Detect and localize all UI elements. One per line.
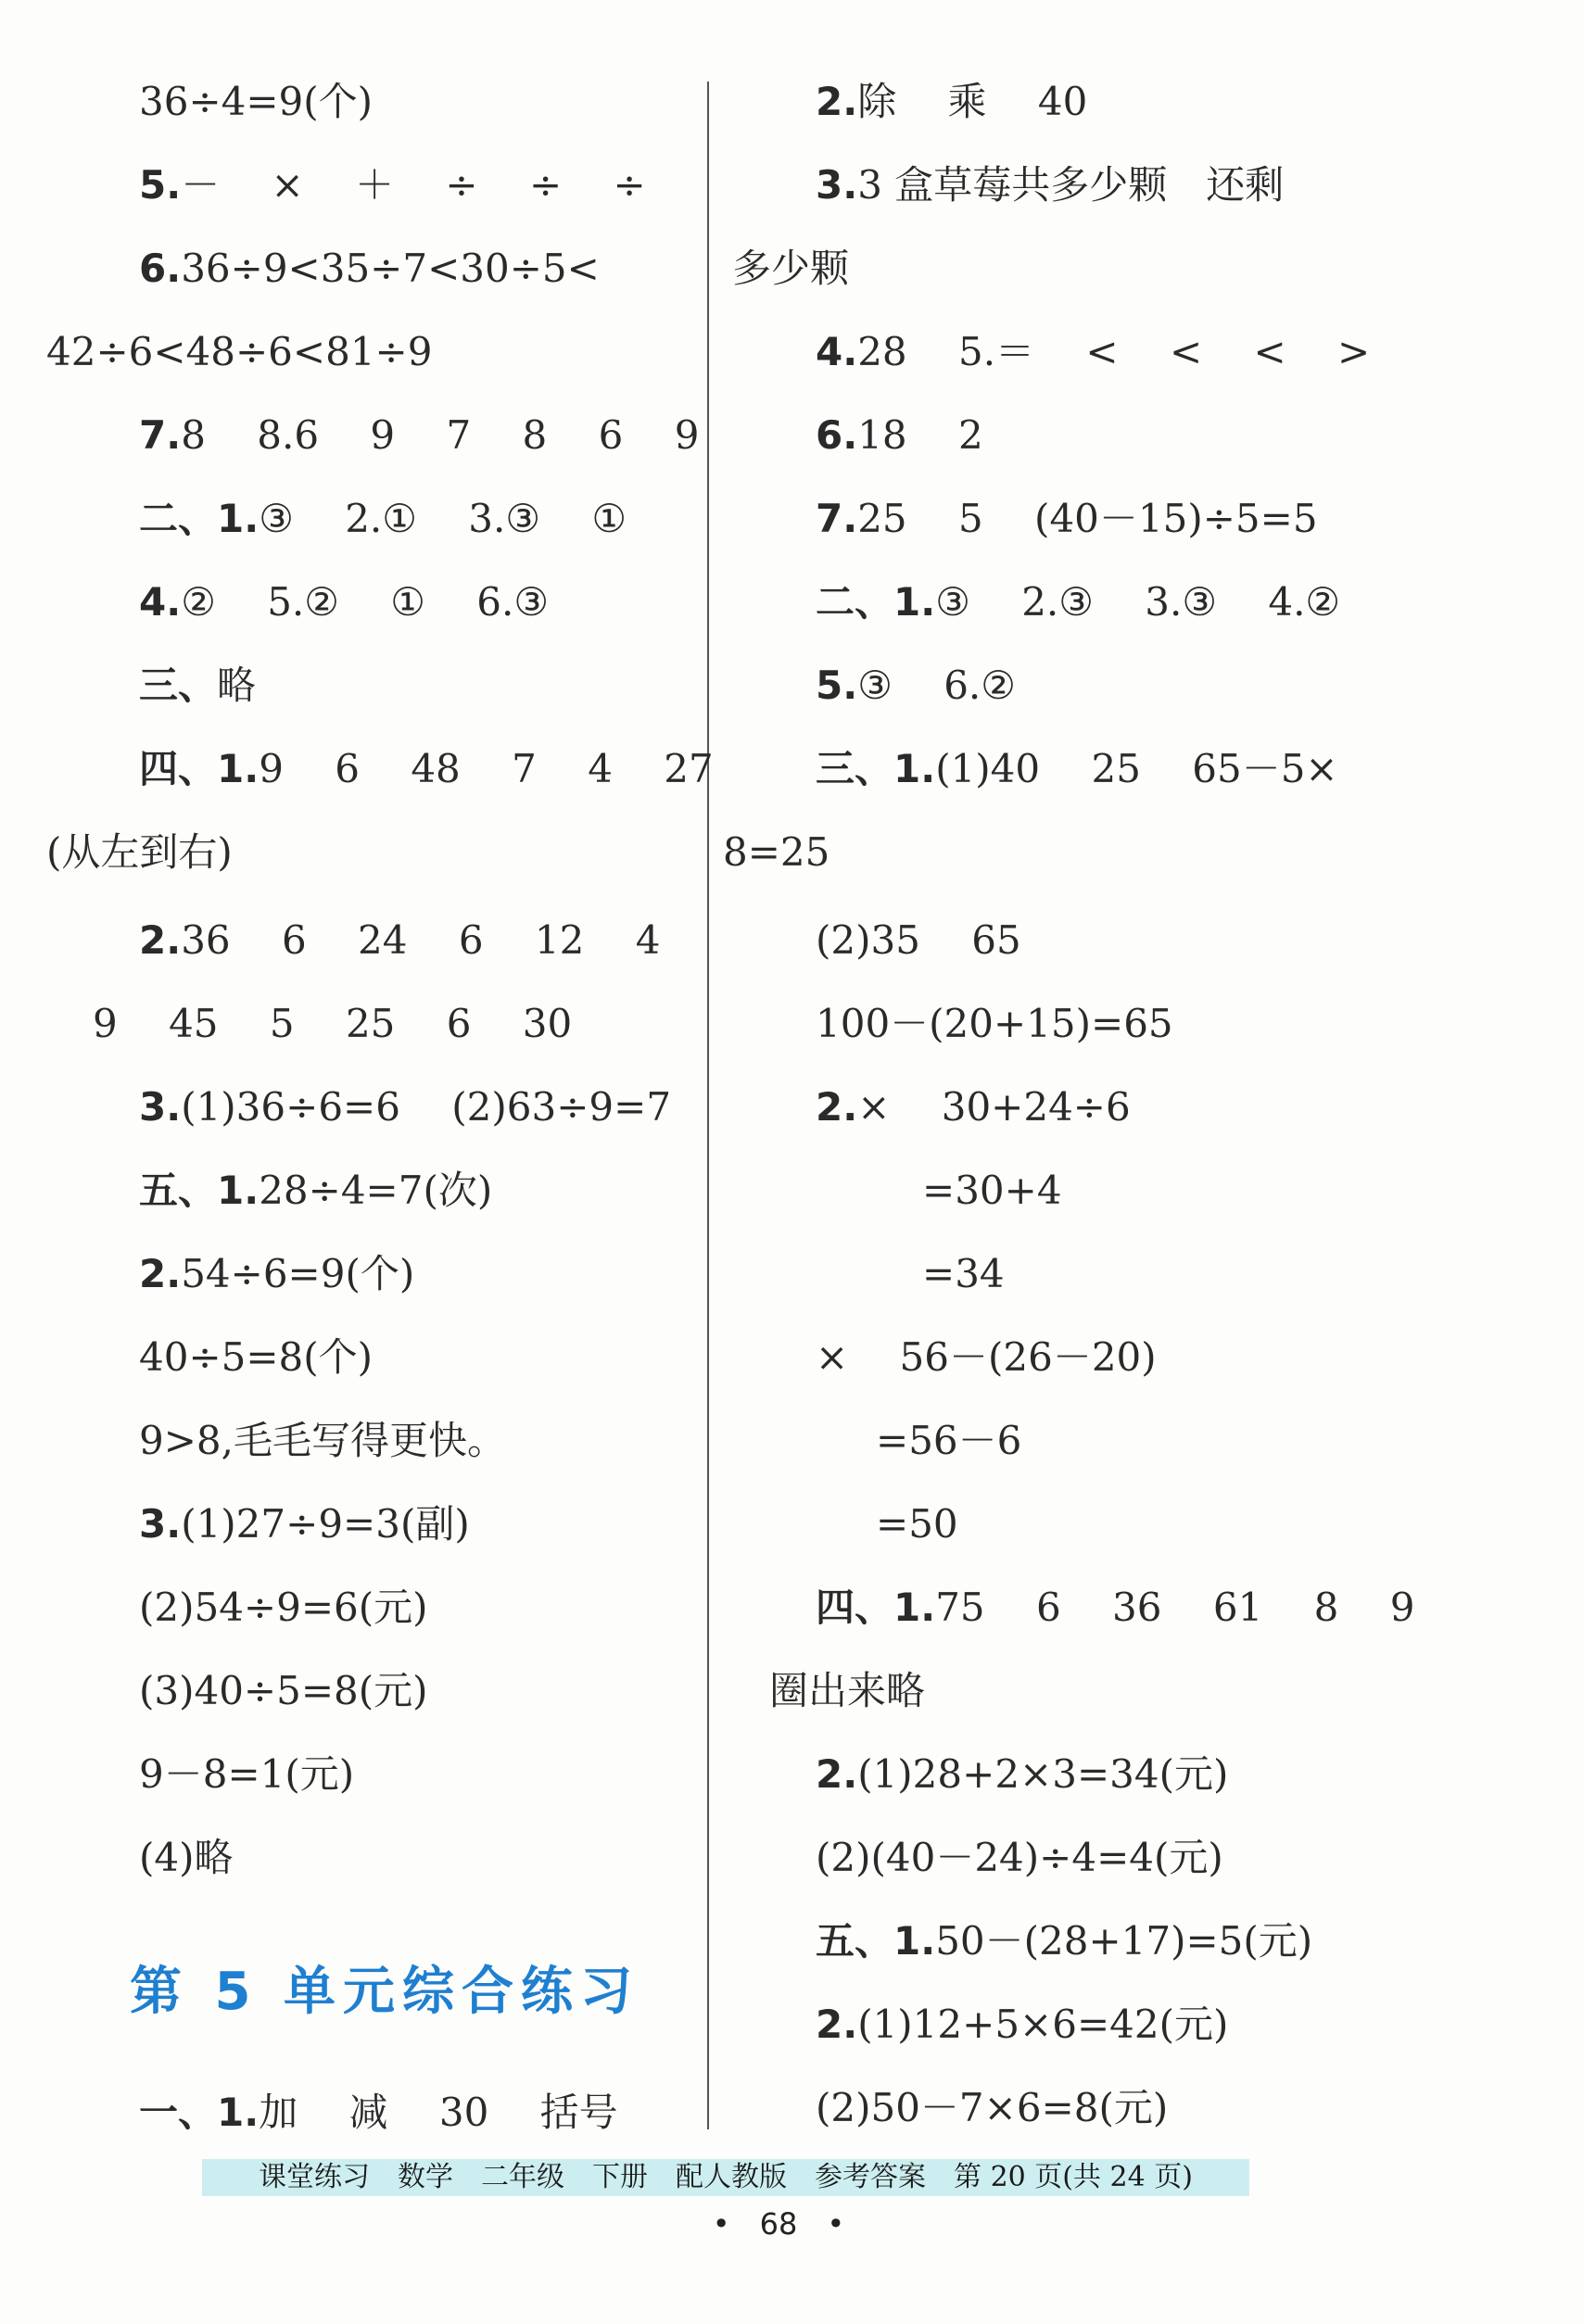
- answer-line: 三、1.(1)40 25 65－5×: [816, 746, 1338, 791]
- answer-line: 三、略: [139, 663, 257, 708]
- answer-line: 7.8 8.6 9 7 8 6 9: [139, 412, 700, 458]
- answer-line: 36÷4=9(个): [139, 79, 374, 124]
- answer-line: × 56－(26－20): [816, 1334, 1157, 1380]
- answer-line: 7.25 5 (40－15)÷5=5: [816, 496, 1318, 541]
- answer-line: 五、1.50－(28+17)=5(元): [816, 1918, 1313, 1964]
- answer-line: 40÷5=8(个): [139, 1334, 374, 1380]
- answer-line: 圈出来略: [769, 1668, 926, 1713]
- answer-line: 6.18 2: [816, 412, 983, 458]
- answer-line: 42÷6<48÷6<81÷9: [46, 329, 433, 374]
- answer-line: =30+4: [922, 1168, 1062, 1213]
- answer-line: 4.② 5.② ① 6.③: [139, 579, 549, 625]
- answer-line: 2.54÷6=9(个): [139, 1251, 415, 1296]
- answer-line: 3.(1)36÷6=6 (2)63÷9=7: [139, 1084, 672, 1130]
- column-divider: [707, 82, 709, 2129]
- answer-line: 多少颗: [732, 246, 850, 291]
- answer-line: 5.③ 6.②: [816, 663, 1016, 708]
- answer-line: =50: [876, 1501, 958, 1547]
- answer-line: 9－8=1(元): [139, 1751, 355, 1797]
- answer-line: 9 45 5 25 6 30: [93, 1001, 573, 1046]
- answer-line: (从左到右): [46, 829, 233, 875]
- answer-line: =34: [922, 1251, 1005, 1296]
- answer-line: 二、1.③ 2.③ 3.③ 4.②: [816, 579, 1341, 625]
- section-heading: 第 5 单元综合练习: [130, 1962, 640, 2022]
- answer-line: 6.36÷9<35÷7<30÷5<: [139, 246, 600, 291]
- answer-line: 二、1.③ 2.① 3.③ ①: [139, 496, 627, 541]
- answer-line: 四、1.9 6 48 7 4 27: [139, 746, 714, 791]
- answer-line: (2)54÷9=6(元): [139, 1585, 428, 1630]
- answer-line: 100－(20+15)=65: [816, 1001, 1173, 1046]
- answer-line: 四、1.75 6 36 61 8 9: [816, 1585, 1415, 1630]
- answer-line: 2.(1)12+5×6=42(元): [816, 2002, 1229, 2047]
- footer-text: 课堂练习 数学 二年级 下册 配人教版 参考答案 第 20 页(共 24 页): [259, 2161, 1193, 2193]
- answer-line: (4)略: [139, 1835, 234, 1880]
- answer-line: 4.28 5.＝ < < < >: [816, 329, 1371, 374]
- answer-line: 3.3 盒草莓共多少颗 还剩: [816, 162, 1285, 208]
- answer-line: (2)35 65: [816, 917, 1021, 963]
- answer-line: =56－6: [876, 1418, 1022, 1463]
- answer-line: 3.(1)27÷9=3(副): [139, 1501, 470, 1547]
- answer-line: 9>8,毛毛写得更快。: [139, 1418, 506, 1463]
- page-number: • 68 •: [712, 2206, 845, 2242]
- answer-line: 8=25: [723, 829, 830, 875]
- answer-line: (2)50－7×6=8(元): [816, 2085, 1169, 2130]
- answer-line: 2.× 30+24÷6: [816, 1084, 1131, 1130]
- answer-line: 五、1.28÷4=7(次): [139, 1168, 493, 1213]
- answer-line: 2.36 6 24 6 12 4: [139, 917, 661, 963]
- answer-line: 2.除 乘 40: [816, 79, 1088, 124]
- answer-line: 2.(1)28+2×3=34(元): [816, 1751, 1229, 1797]
- answer-line: 一、1.加 减 30 括号: [139, 2090, 618, 2135]
- answer-line: (2)(40－24)÷4=4(元): [816, 1835, 1223, 1880]
- answer-line: (3)40÷5=8(元): [139, 1668, 428, 1713]
- answer-line: 5.－ × ＋ ÷ ÷ ÷: [139, 162, 646, 208]
